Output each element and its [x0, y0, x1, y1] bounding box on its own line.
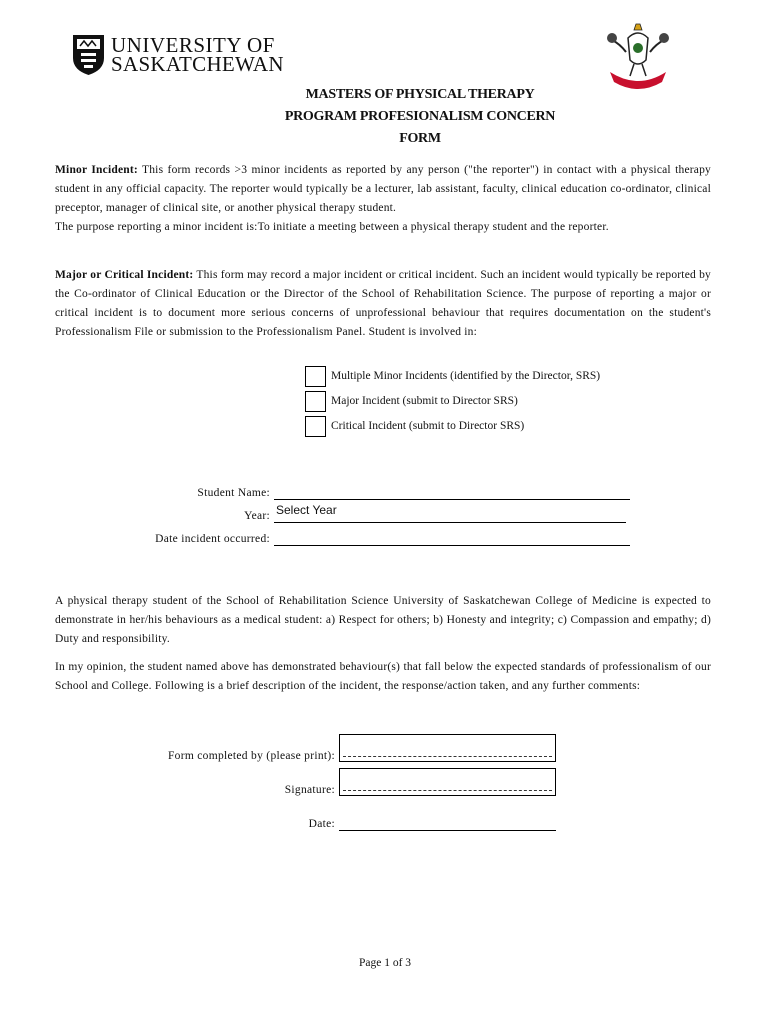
page-number: Page 1 of 3 — [358, 957, 412, 969]
minor-incident-paragraph — [55, 161, 711, 218]
university-name-line2: SASKATCHEWAN — [111, 52, 284, 76]
date-field[interactable] — [339, 818, 556, 831]
major-incident-label: Major or Critical Incident: — [55, 269, 194, 281]
form-title-line2: PROGRAM PROFESIONALISM CONCERN — [284, 109, 556, 124]
student-name-label: Student Name: — [197, 487, 270, 499]
minor-incident-label: Minor Incident: — [55, 164, 138, 176]
major-incident-text: This form may record a major incident or critical incident. Such an incident would typically be reported by the Co-ordinator of Clinical Education or the Director of the School of Rehabilitation Science. The purpose of reporting a major or critical incident is to document more serious concerns of unprofessional behaviour that requires documentation on the student's Professionalism File or submission to the Professionalism Panel. Student is involved in: — [55, 269, 712, 338]
checkbox-row-major[interactable] — [305, 389, 518, 413]
major-incident-paragraph — [55, 266, 711, 342]
signature-underline — [343, 790, 552, 791]
student-name-field[interactable] — [274, 499, 630, 500]
signature-field[interactable] — [339, 768, 556, 796]
completed-by-label: Form completed by (please print): — [167, 750, 335, 762]
checkbox-major[interactable] — [305, 391, 326, 412]
date-incident-field[interactable] — [274, 545, 630, 546]
signature-label: Signature: — [284, 784, 335, 796]
form-title-line1: MASTERS OF PHYSICAL THERAPY — [305, 87, 535, 102]
completed-by-underline — [343, 756, 552, 757]
checkbox-row-multiple-minor[interactable] — [305, 364, 600, 388]
year-label: Year: — [244, 510, 270, 522]
checkbox-label-critical: Critical Incident (submit to Director SRS) — [331, 420, 525, 432]
year-select-dropdown[interactable]: Select Year — [276, 503, 337, 517]
form-title-line3: FORM — [399, 131, 441, 146]
minor-incident-text: This form records >3 minor incidents as reported by any person ("the reporter") in contact with a physical therapy student in any official capacity. The reporter would typically be a lecturer, lab assistant, faculty, clinical education co-ordinator, clinical preceptor, manager of clinical site, or another physical therapy student. — [55, 164, 711, 214]
university-name-line1: UNIVERSITY OF — [111, 33, 275, 57]
expectations-paragraph: A physical therapy student of the School of Rehabilitation Science University of Saskatchewan College of Medicine is expected to demonstrate in her/his behaviours as a medical student: a) Respect for others; b) Honesty and integrity; c) Compassion and empathy; d) Duty and responsibility. — [55, 595, 711, 645]
date-incident-label: Date incident occurred: — [155, 533, 270, 545]
university-shield-icon — [72, 34, 105, 76]
checkbox-label-major: Major Incident (submit to Director SRS) — [331, 395, 518, 407]
checkbox-critical[interactable] — [305, 416, 326, 437]
year-field-line — [274, 522, 626, 523]
completed-by-field[interactable] — [339, 734, 556, 762]
checkbox-label-multiple-minor: Multiple Minor Incidents (identified by the Director, SRS) — [331, 370, 601, 382]
checkbox-row-critical[interactable] — [305, 414, 524, 438]
date-label: Date: — [308, 818, 335, 830]
opinion-paragraph: In my opinion, the student named above has demonstrated behaviour(s) that fall below the expected standards of professionalism of our School and College. Following is a brief description of the incident, the response/action taken, and any further comments: — [55, 661, 711, 692]
checkbox-multiple-minor[interactable] — [305, 366, 326, 387]
purpose-paragraph: The purpose reporting a minor incident is:To initiate a meeting between a physical therapy student and the reporter. — [55, 221, 609, 233]
